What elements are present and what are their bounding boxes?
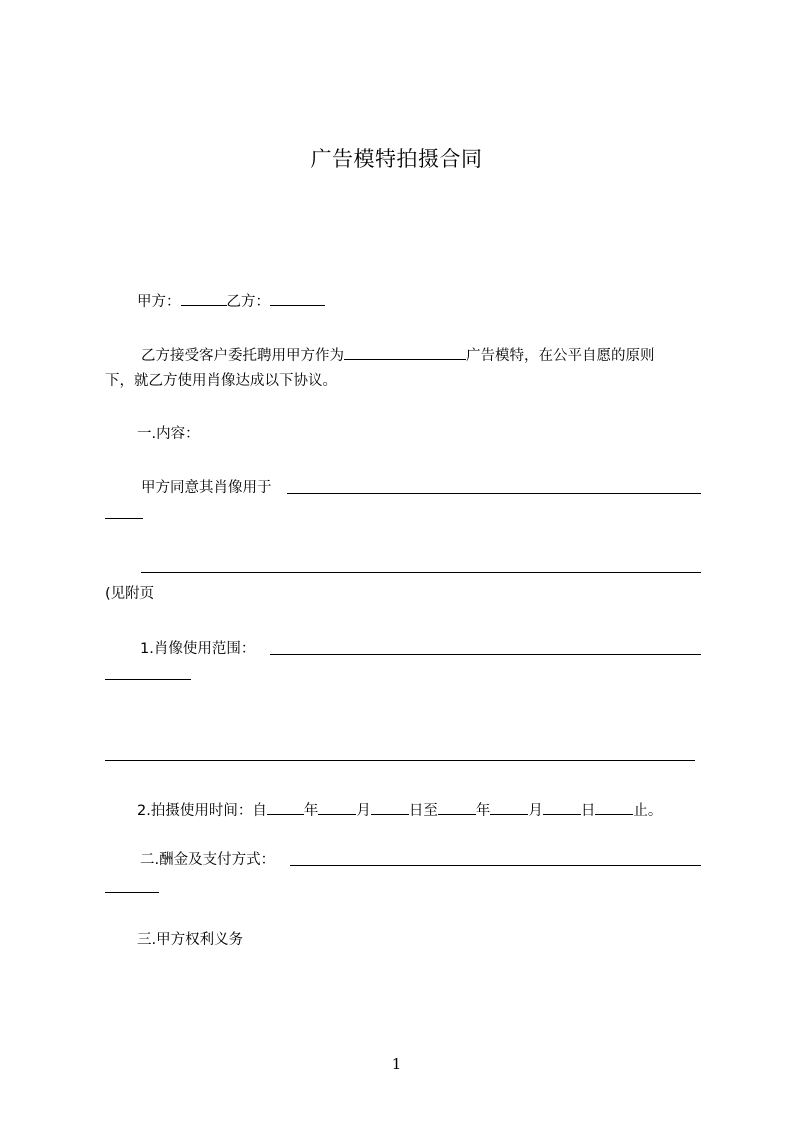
- start-day-blank[interactable]: [371, 800, 409, 815]
- page-number: 1: [391, 1055, 402, 1073]
- day-text: 日: [580, 803, 596, 819]
- end-month-blank[interactable]: [490, 800, 528, 815]
- section-3-heading: 三.甲方权利义务: [137, 932, 244, 948]
- party-a-label: 甲方：: [137, 294, 181, 310]
- intro-line-1: [141, 345, 655, 366]
- start-month-blank[interactable]: [318, 800, 356, 815]
- scope-blank-2[interactable]: [105, 760, 695, 761]
- usage-line: [141, 478, 272, 498]
- end-day-blank[interactable]: [543, 800, 581, 815]
- time-label: 2.拍摄使用时间：自: [137, 803, 267, 819]
- party-b-label: 乙方：: [226, 294, 270, 310]
- end-year-blank[interactable]: [438, 800, 476, 815]
- scope-blank[interactable]: [270, 654, 701, 655]
- end-extra-blank[interactable]: [595, 800, 633, 815]
- payment-blank-cont[interactable]: [105, 892, 159, 893]
- scope-label: 1.肖像使用范围：: [140, 641, 256, 657]
- intro-text: 乙方接受客户委托聘用甲方作为: [141, 348, 344, 364]
- month-text: 月: [356, 803, 371, 819]
- start-year-blank[interactable]: [267, 800, 304, 815]
- scope-line: [140, 639, 255, 659]
- parties-line: [137, 291, 325, 312]
- scope-blank-cont[interactable]: [105, 679, 191, 680]
- year-text-2: 年: [475, 803, 491, 819]
- year-text: 年: [303, 803, 319, 819]
- shooting-time-line: [137, 800, 662, 821]
- party-b-blank[interactable]: [270, 291, 325, 306]
- intro-line-2: 下，就乙方使用肖像达成以下协议。: [105, 373, 337, 389]
- day-to-text: 日至: [408, 803, 438, 819]
- month-text-2: 月: [528, 803, 543, 819]
- party-a-blank[interactable]: [181, 291, 227, 306]
- appendix-note: (见附页: [105, 586, 155, 602]
- intro-text-2: 广告模特，在公平自愿的原则: [466, 348, 655, 364]
- usage-blank-2[interactable]: [141, 572, 701, 573]
- usage-blank-cont[interactable]: [105, 518, 143, 519]
- section-1-heading: 一.内容：: [137, 426, 200, 442]
- section-2-heading: 二.酬金及支付方式：: [140, 852, 276, 868]
- payment-blank[interactable]: [290, 865, 701, 866]
- end-text: 止。: [633, 803, 663, 819]
- usage-blank[interactable]: [287, 493, 701, 494]
- usage-label: 甲方同意其肖像用于: [141, 480, 272, 496]
- page-title: 广告模特拍摄合同: [310, 147, 483, 171]
- model-role-blank[interactable]: [344, 345, 466, 360]
